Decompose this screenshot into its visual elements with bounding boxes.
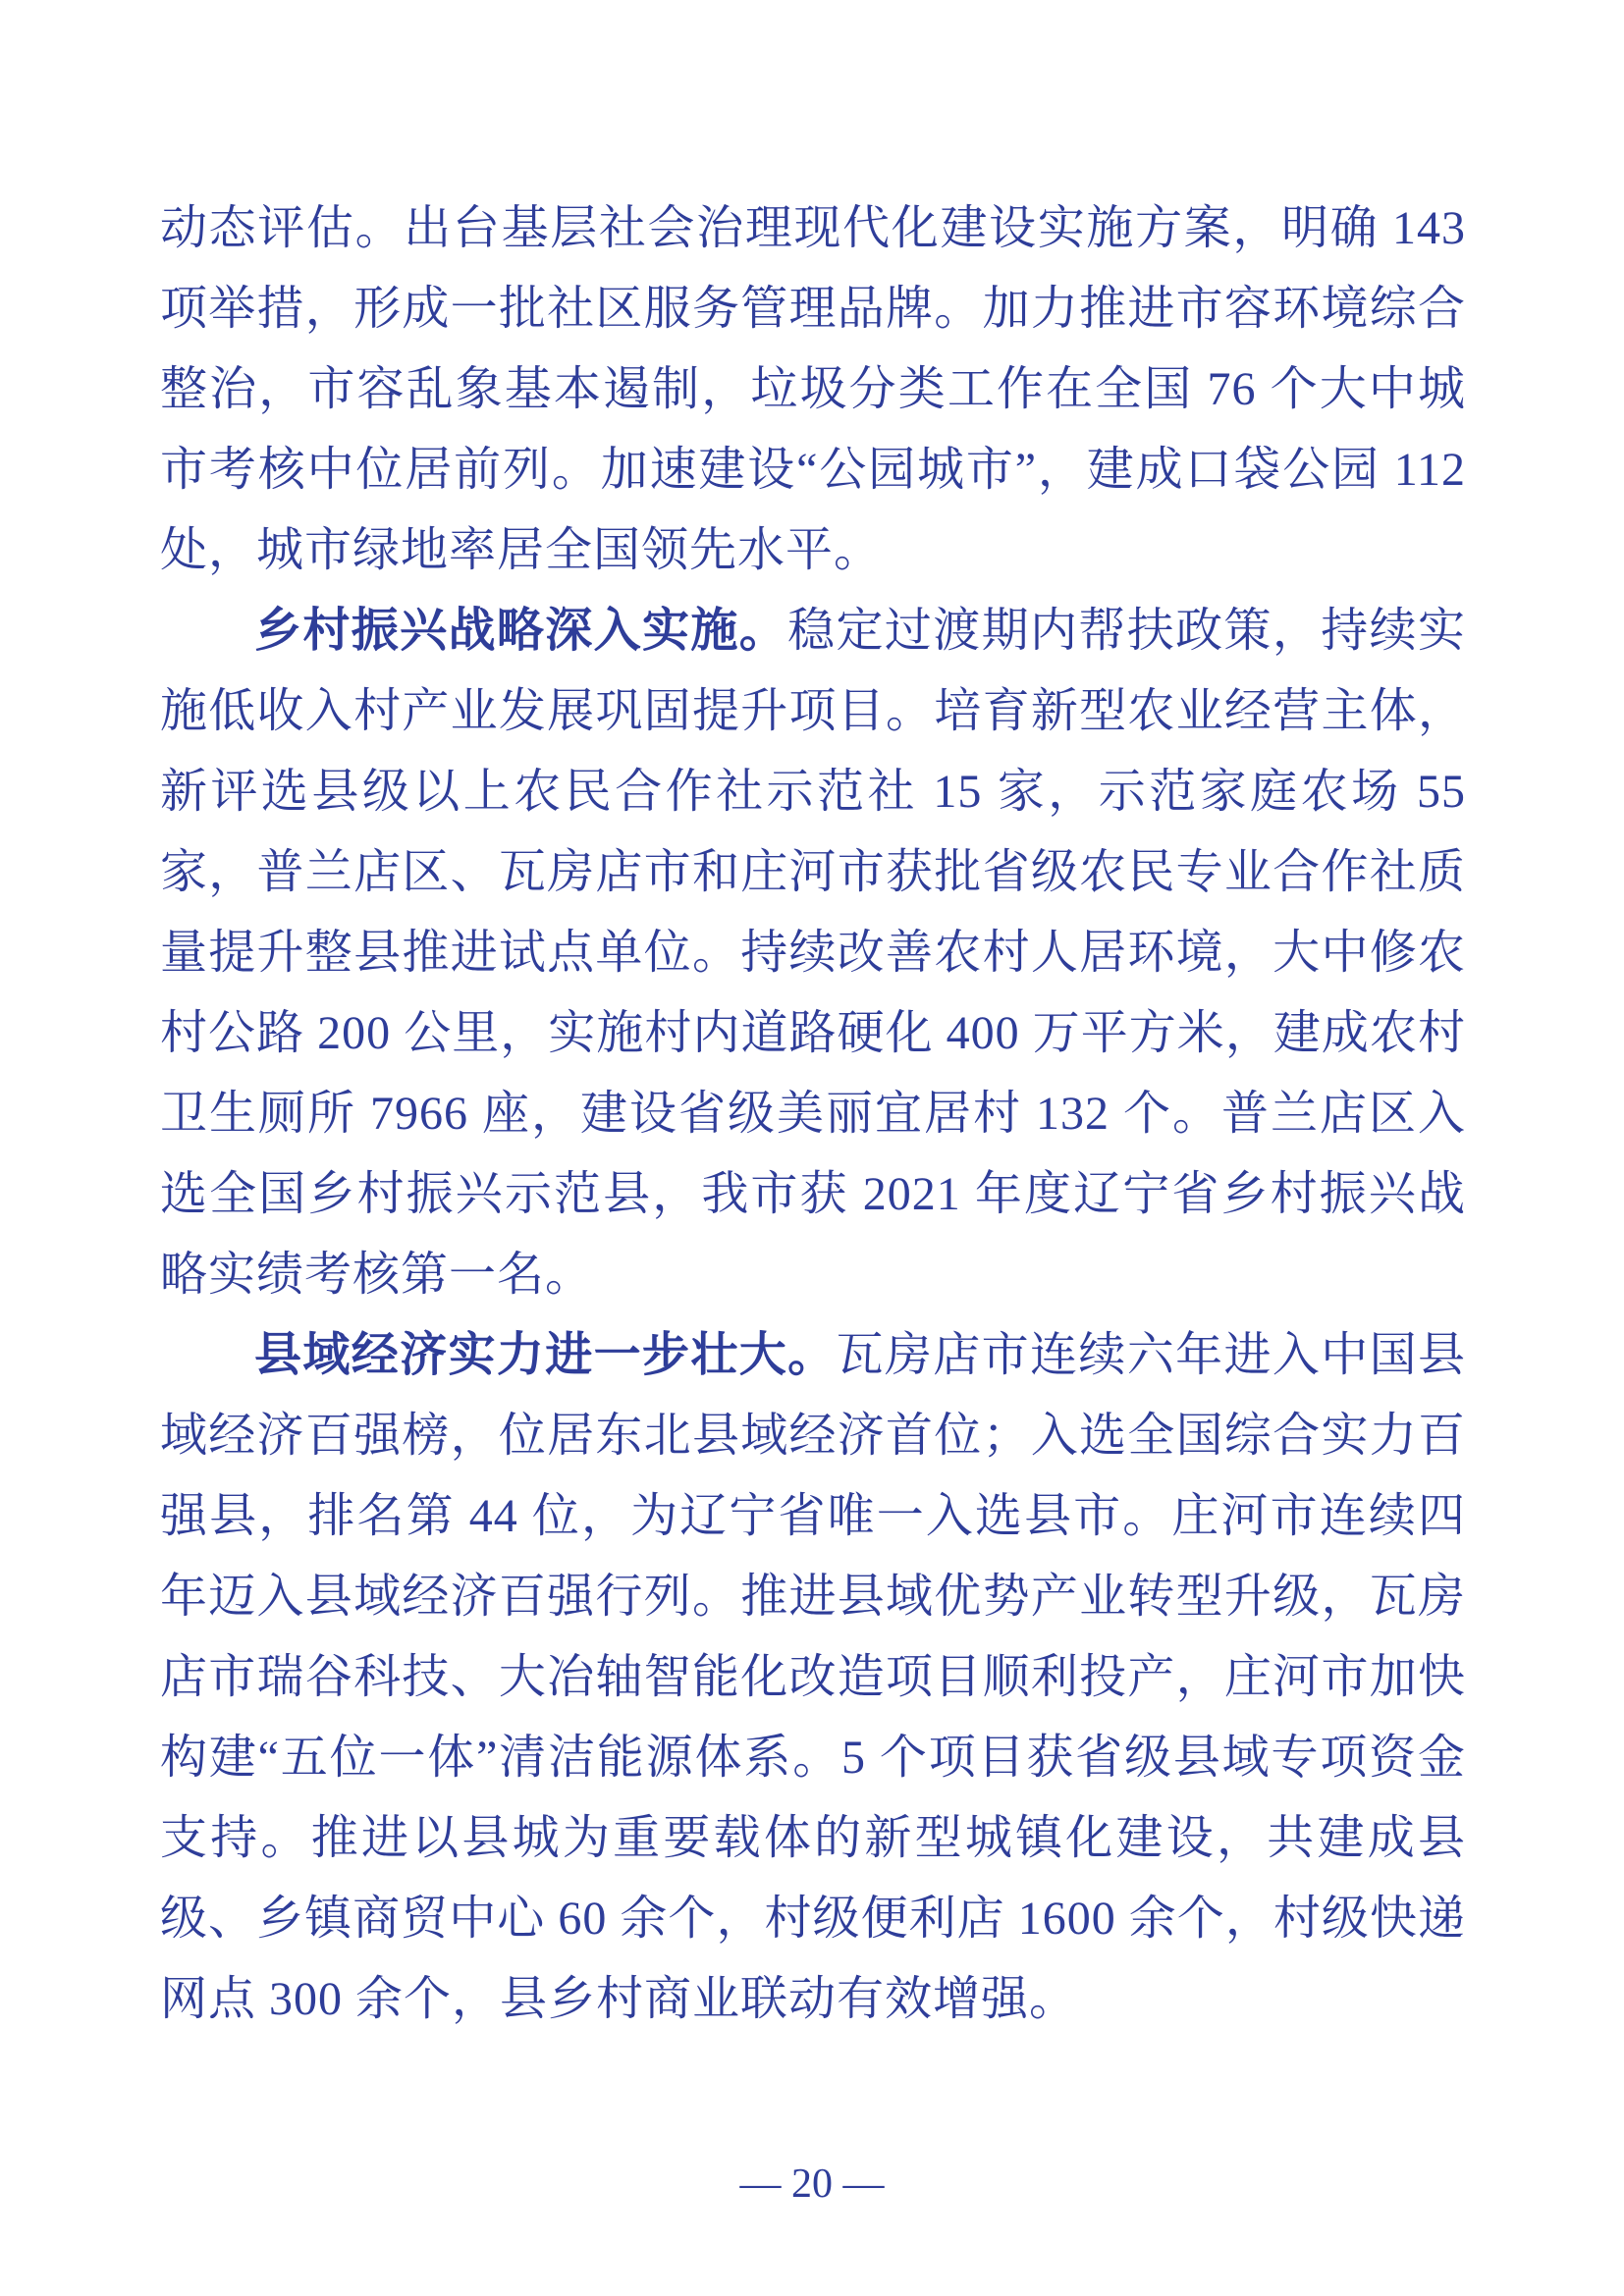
paragraph-body: 动态评估。出台基层社会治理现代化建设实施方案，明确 143 项举措，形成一批社区服务管理品牌。加力推进市容环境综合整治，市容乱象基本遏制，垃圾分类工作在全国 76 个大中城市考核中位居前列。加速建设“公园城市”，建成口袋公园 112 处，城市绿地率居全国领先水平。 <box>160 202 1466 576</box>
paragraph-lead-bold: 县域经济实力进一步壮大。 <box>254 1329 837 1381</box>
paragraph-county-economy <box>160 1315 1466 2040</box>
paragraph-body: 稳定过渡期内帮扶政策，持续实施低收入村产业发展巩固提升项目。培育新型农业经营主体，新评选县级以上农民合作社示范社 15 家，示范家庭农场 55 家，普兰店区、瓦房店市和庄河市获批省级农民专业合作社质量提升整县推进试点单位。持续改善农村人居环境，大中修农村公路 200 公里，实施村内道路硬化 400 万平方米，建成农村卫生厕所 7966 座，建设省级美丽宜居村 132 个。普兰店区入选全国乡村振兴示范县，我市获 2021 年度辽宁省乡村振兴战略实绩考核第一名。 <box>160 605 1466 1301</box>
paragraph-lead-bold: 乡村振兴战略深入实施。 <box>254 605 788 657</box>
text-body <box>160 188 1466 2040</box>
paragraph-rural-revitalization <box>160 591 1466 1315</box>
paragraph-body: 瓦房店市连续六年进入中国县域经济百强榜，位居东北县域经济首位；入选全国综合实力百强县，排名第 44 位，为辽宁省唯一入选县市。庄河市连续四年迈入县域经济百强行列。推进县域优势产业转型升级，瓦房店市瑞谷科技、大冶轴智能化改造项目顺利投产，庄河市加快构建“五位一体”清洁能源体系。5 个项目获省级县域专项资金支持。推进以县城为重要载体的新型城镇化建设，共建成县级、乡镇商贸中心 60 余个，村级便利店 1600 余个，村级快递网点 300 余个，县乡村商业联动有效增强。 <box>160 1329 1466 2025</box>
paragraph-continued <box>160 188 1466 591</box>
page-number: — 20 — <box>739 2162 885 2207</box>
